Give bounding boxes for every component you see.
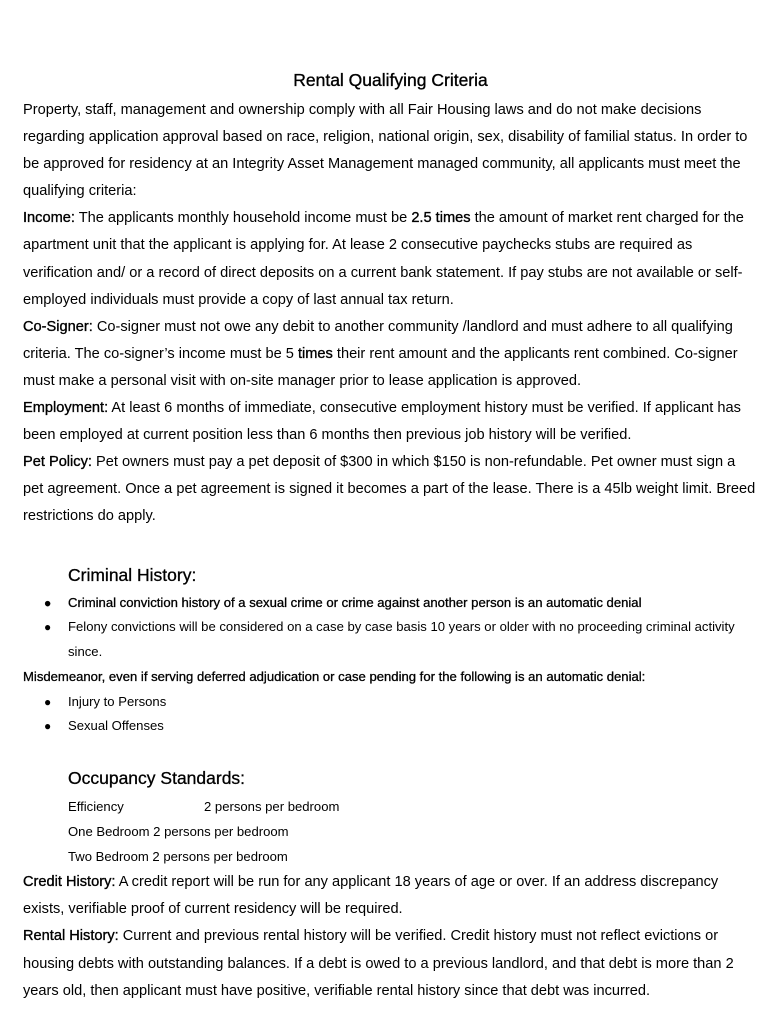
income-section xyxy=(23,205,758,313)
income-text-a: The applicants monthly household income must be xyxy=(74,210,412,227)
bullet-icon: ● xyxy=(44,620,52,635)
bullet-icon: ● xyxy=(44,595,52,610)
income-text-b: the amount of market rent charged for the apartment unit that the applicant is applying for. At lease 2 consecutive paychecks stubs are required as verification and/ or a record of direct deposits on a current bank statement. If pay stubs are not available or self-employed individuals must provide a copy of last annual tax return. xyxy=(23,210,744,308)
rental-history-section xyxy=(23,923,758,1004)
pet-policy-section xyxy=(23,449,758,530)
page-title: Rental Qualifying Criteria xyxy=(293,70,488,90)
employment-section xyxy=(23,395,758,449)
income-label: Income: xyxy=(23,210,75,227)
pet-policy-text: Pet owners must pay a pet deposit of $300 in which $150 is non-refundable. Pet owner must sign a pet agreement. Once a pet agreement is signed it becomes a part of the lease. There is a 45lb weight limit. Breed restrictions do apply. xyxy=(23,454,756,525)
cosigner-text-a: Co-signer must not owe any debit to another community /landlord and must adhere to all qualifying criteria. The co-signer’s income must be 5 xyxy=(23,318,733,362)
intro-paragraph: Property, staff, management and ownership comply with all Fair Housing laws and do not make decisions regarding application approval based on race, religion, national origin, sex, disability of familial status. In order to be approved for residency at an Integrity Asset Management managed community, all applicants must meet the qualifying criteria: xyxy=(23,102,748,200)
occupancy-row: One Bedroom 2 persons per bedroom xyxy=(68,824,289,840)
rental-history-label: Rental History: xyxy=(23,928,119,945)
misdemeanor-text: Misdemeanor, even if serving deferred adjudication or case pending for the following is an automatic denial: xyxy=(23,668,646,684)
occupancy-row: Efficiency 2 persons per bedroom xyxy=(68,799,340,815)
employment-label: Employment: xyxy=(23,400,109,417)
document-page xyxy=(23,70,758,1005)
bullet-icon: ● xyxy=(44,694,52,709)
employment-text: At least 6 months of immediate, consecutive employment history must be verified. If applicant has been employed at current position less than 6 months then previous job history will be verified. xyxy=(23,400,741,444)
list-item: ● Felony convictions will be considered on a case by case basis 10 years or older with no proceeding criminal activity since. xyxy=(23,615,758,665)
pet-policy-label: Pet Policy: xyxy=(23,454,92,471)
list-item: ● Injury to Persons xyxy=(23,690,758,715)
credit-history-text: A credit report will be run for any applicant 18 years of age or over. If an address discrepancy exists, verifiable proof of current residency will be required. xyxy=(23,874,719,918)
credit-history-section xyxy=(23,869,758,923)
income-emph: 2.5 times xyxy=(411,210,471,227)
occupancy-heading: Occupancy Standards: xyxy=(68,768,246,789)
list-item: ● Sexual Offenses xyxy=(23,714,758,739)
occupancy-row: Two Bedroom 2 persons per bedroom xyxy=(68,849,288,865)
rental-history-text: Current and previous rental history will be verified. Credit history must not reflect evictions or housing debts with outstanding balances. If a debt is owed to a previous landlord, and that debt is more than 2 years old, then applicant must have positive, verifiable rental history since that debt was incurred. xyxy=(23,928,734,999)
cosigner-emph: times xyxy=(297,345,333,362)
criminal-history-heading: Criminal History: xyxy=(68,564,197,585)
credit-history-label: Credit History: xyxy=(23,874,116,891)
criminal-bullets xyxy=(23,591,758,665)
cosigner-label: Co-Signer: xyxy=(23,318,93,335)
cosigner-text-b: their rent amount and the applicants rent combined. Co-signer must make a personal visit with on-site manager prior to lease application is approved. xyxy=(23,345,738,389)
list-item: ● Criminal conviction history of a sexual crime or crime against another person is an automatic denial xyxy=(23,591,758,616)
bullet-icon: ● xyxy=(44,719,52,734)
cosigner-section xyxy=(23,314,758,395)
misdemeanor-bullets xyxy=(23,690,758,740)
